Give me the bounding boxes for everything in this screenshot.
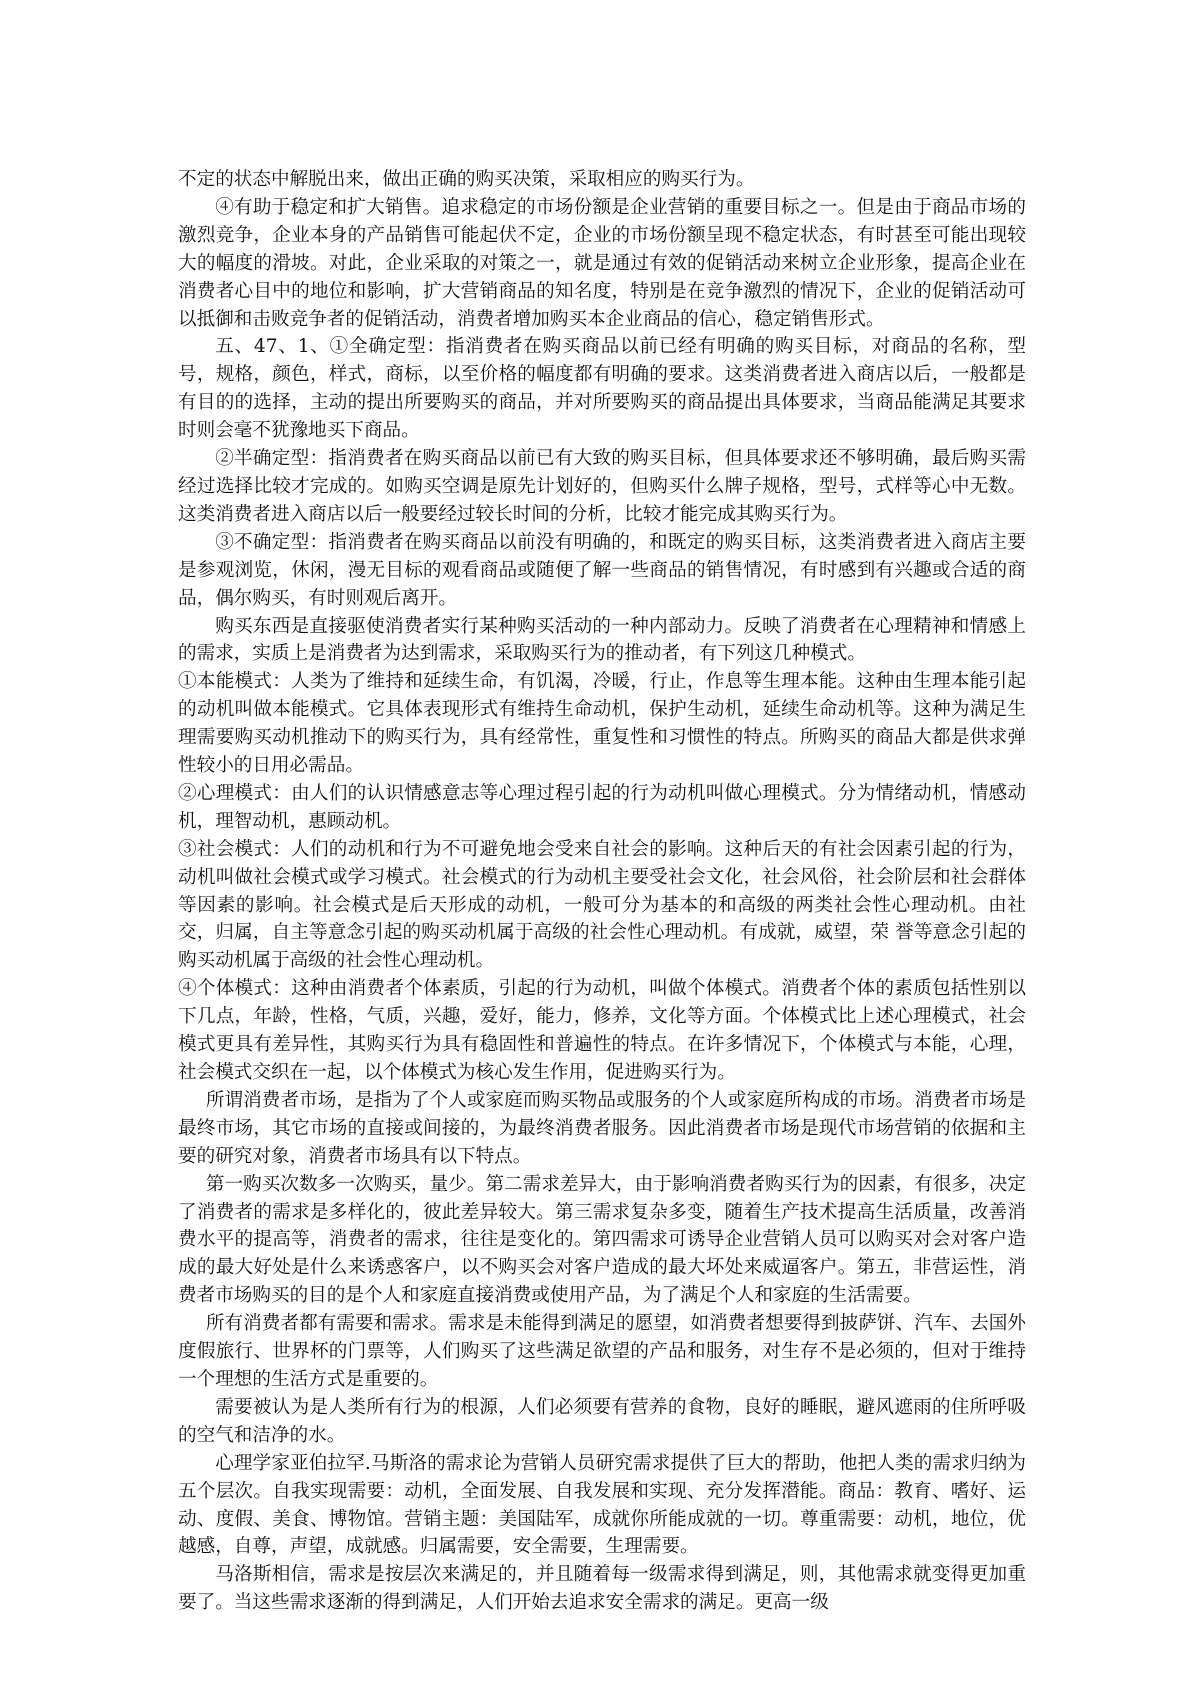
paragraph-15: 心理学家亚伯拉罕.马斯洛的需求论为营销人员研究需求提供了巨大的帮助，他把人类的需求归纳为五个层次。自我实现需要：动机，全面发展、自我发展和实现、充分发挥潜能。商品：教育、嗜好、运动、度假、美食、博物馆。营销主题：美国陆军，成就你所能成就的一切。尊重需要：动机，地位，优越感，自尊，声望，成就感。归属需要，安全需要，生理需要。 [178,1452,1026,1558]
document-page [178,166,1026,1617]
paragraph-14: 需要被认为是人类所有行为的根源，人们必须要有营养的食物，良好的睡眠，避风遮雨的住所呼吸的空气和洁净的水。 [178,1396,1026,1446]
paragraph-7: ①本能模式：人类为了维持和延续生命，有饥渴，冷暖，行止，作息等生理本能。这种由生理本能引起的动机叫做本能模式。它具体表现形式有维持生命动机，保护生动机，延续生命动机等。这种为满足生理需要购买动机推动下的购买行为，具有经常性，重复性和习惯性的特点。所购买的商品大都是供求弹性较小的日用必需品。 [178,671,1026,777]
paragraph-16: 马洛斯相信，需求是按层次来满足的，并且随着每一级需求得到满足，则，其他需求就变得更加重要了。当这些需求逐渐的得到满足，人们开始去追求安全需求的满足。更高一级 [178,1564,1026,1614]
paragraph-13: 所有消费者都有需要和需求。需求是未能得到满足的愿望，如消费者想要得到披萨饼、汽车、去国外度假旅行、世界杯的门票等，人们购买了这些满足欲望的产品和服务，对生存不是必须的，但对于维持一个理想的生活方式是重要的。 [178,1313,1026,1390]
paragraph-4: ②半确定型：指消费者在购买商品以前已有大致的购买目标，但具体要求还不够明确，最后购买需经过选择比较才完成的。如购买空调是原先计划好的，但购买什么牌子规格，型号，式样等心中无数。这类消费者进入商店以后一般要经过较长时间的分析，比较才能完成其购买行为。 [178,448,1026,525]
paragraph-11: 所谓消费者市场，是指为了个人或家庭而购买物品或服务的个人或家庭所构成的市场。消费者市场是最终市场，其它市场的直接或间接的，为最终消费者服务。因此消费者市场是现代市场营销的依据和主要的研究对象，消费者市场具有以下特点。 [178,1089,1026,1167]
paragraph-2: ④有助于稳定和扩大销售。追求稳定的市场份额是企业营销的重要目标之一。但是由于商品市场的激烈竞争，企业本身的产品销售可能起伏不定，企业的市场份额呈现不稳定状态，有时甚至可能出现较大的幅度的滑坡。对此，企业采取的对策之一，就是通过有效的促销活动来树立企业形象，提高企业在消费者心目中的地位和影响，扩大营销商品的知名度，特别是在竞争激烈的情况下，企业的促销活动可以抵御和击败竞争者的促销活动，消费者增加购买本企业商品的信心，稳定销售形式。 [178,196,1026,330]
paragraph-9: ③社会模式：人们的动机和行为不可避免地会受来自社会的影响。这种后天的有社会因素引起的行为，动机叫做社会模式或学习模式。社会模式的行为动机主要受社会文化，社会风俗，社会阶层和社会群体等因素的影响。社会模式是后天形成的动机，一般可分为基本的和高级的两类社会性心理动机。由社交，归属，自主等意念引起的购买动机属于高级的社会性心理动机。有成就，威望，荣 誉等意念引起的购买动机属于高级的社会性心理动机。 [178,838,1026,972]
paragraph-3: 五、47、1、①全确定型：指消费者在购买商品以前已经有明确的购买目标，对商品的名称，型号，规格，颜色，样式，商标，以至价格的幅度都有明确的要求。这类消费者进入商店以后，一般都是有目的的选择，主动的提出所要购买的商品，并对所要购买的商品提出具体要求，当商品能满足其要求时则会毫不犹豫地买下商品。 [178,336,1026,442]
paragraph-10: ④个体模式：这种由消费者个体素质，引起的行为动机，叫做个体模式。消费者个体的素质包括性别以下几点，年龄，性格，气质，兴趣，爱好，能力，修养，文化等方面。个体模式比上述心理模式，社会模式更具有差异性，其购买行为具有稳固性和普遍性的特点。在许多情况下，个体模式与本能，心理，社会模式交织在一起，以个体模式为核心发生作用，促进购买行为。 [178,978,1026,1083]
paragraph-12: 第一购买次数多一次购买，量少。第二需求差异大，由于影响消费者购买行为的因素，有很多，决定了消费者的需求是多样化的，彼此差异较大。第三需求复杂多变，随着生产技术提高生活质量，改善消费水平的提高等，消费者的需求，往往是变化的。第四需求可诱导企业营销人员可以购买对会对客户造成的最大好处是什么来诱惑客户，以不购买会对客户造成的最大坏处来威逼客户。第五，非营运性，消费者市场购买的目的是个人和家庭直接消费或使用产品，为了满足个人和家庭的生活需要。 [178,1173,1026,1307]
paragraph-8: ②心理模式：由人们的认识情感意志等心理过程引起的行为动机叫做心理模式。分为情绪动机，情感动机，理智动机，惠顾动机。 [178,782,1026,832]
paragraph-6: 购买东西是直接驱使消费者实行某种购买活动的一种内部动力。反映了消费者在心理精神和情感上的需求，实质上是消费者为达到需求，采取购买行为的推动者，有下列这几种模式。 [178,615,1026,665]
paragraph-5: ③不确定型：指消费者在购买商品以前没有明确的，和既定的购买目标，这类消费者进入商店主要是参观浏览，休闲，漫无目标的观看商品或随便了解一些商品的销售情况，有时感到有兴趣或合适的商品，偶尔购买，有时则观后离开。 [178,531,1026,609]
paragraph-1: 不定的状态中解脱出来，做出正确的购买决策，采取相应的购买行为。 [178,169,755,190]
